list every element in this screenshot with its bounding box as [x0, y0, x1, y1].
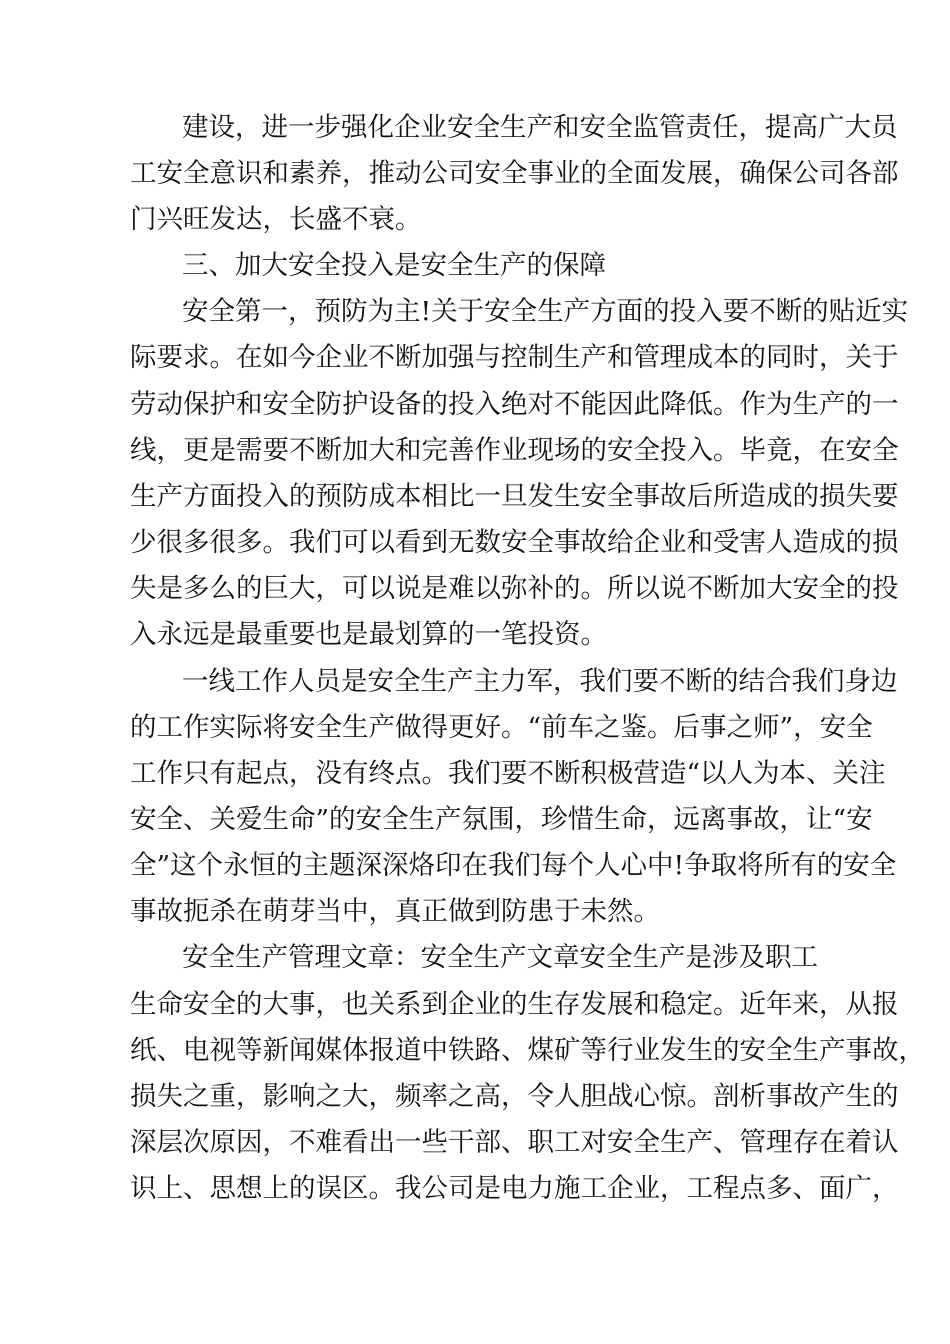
paragraph-line: 生产方面投入的预防成本相比一旦发生安全事故后所造成的损失要 — [130, 481, 899, 512]
paragraph-line: 际要求。在如今企业不断加强与控制生产和管理成本的同时，关于 — [130, 342, 899, 373]
paragraph-line: 门兴旺发达，长盛不衰。 — [130, 204, 422, 235]
paragraph-line: 线，更是需要不断加大和完善作业现场的安全投入。毕竟，在安全 — [130, 435, 899, 466]
section-heading: 三、加大安全投入是安全生产的保障 — [182, 250, 606, 281]
paragraph-line: 建设，进一步强化企业安全生产和安全监管责任，提高广大员 — [182, 112, 898, 143]
paragraph-line: 工安全意识和素养，推动公司安全事业的全面发展，确保公司各部 — [130, 158, 899, 189]
paragraph-line: 深层次原因，不难看出一些干部、职工对安全生产、管理存在着认 — [130, 1127, 899, 1158]
paragraph-line: 安全第一，预防为主!关于安全生产方面的投入要不断的贴近实 — [182, 296, 909, 327]
paragraph-line: 安全、关爱生命”的安全生产氛围，珍惜生命，远离事故，让“安 — [130, 804, 873, 835]
paragraph-line: 少很多很多。我们可以看到无数安全事故给企业和受害人造成的损 — [130, 527, 899, 558]
paragraph-line: 失是多么的巨大，可以说是难以弥补的。所以说不断加大安全的投 — [130, 573, 899, 604]
paragraph-line: 全”这个永恒的主题深深烙印在我们每个人心中!争取将所有的安全 — [130, 850, 897, 881]
paragraph-line: 损失之重，影响之大，频率之高，令人胆战心惊。剖析事故产生的 — [130, 1081, 899, 1112]
paragraph-line: 劳动保护和安全防护设备的投入绝对不能因此降低。作为生产的一 — [130, 389, 899, 420]
paragraph-line: 工作只有起点，没有终点。我们要不断积极营造“以人为本、关注 — [130, 758, 886, 789]
paragraph-line: 事故扼杀在萌芽当中，真正做到防患于未然。 — [130, 896, 660, 927]
paragraph-line: 入永远是最重要也是最划算的一笔投资。 — [130, 619, 607, 650]
paragraph-line: 安全生产管理文章：安全生产文章安全生产是涉及职工 — [182, 942, 818, 973]
paragraph-line: 一线工作人员是安全生产主力军，我们要不断的结合我们身边 — [182, 666, 898, 697]
paragraph-line: 的工作实际将安全生产做得更好。“前车之鉴。后事之师”，安全 — [130, 712, 873, 743]
paragraph-line: 纸、电视等新闻媒体报道中铁路、煤矿等行业发生的安全生产事故， — [130, 1035, 925, 1066]
paragraph-line: 识上、思想上的误区。我公司是电力施工企业，工程点多、面广， — [130, 1173, 899, 1204]
paragraph-line: 生命安全的大事，也关系到企业的生存发展和稳定。近年来，从报 — [130, 989, 899, 1020]
